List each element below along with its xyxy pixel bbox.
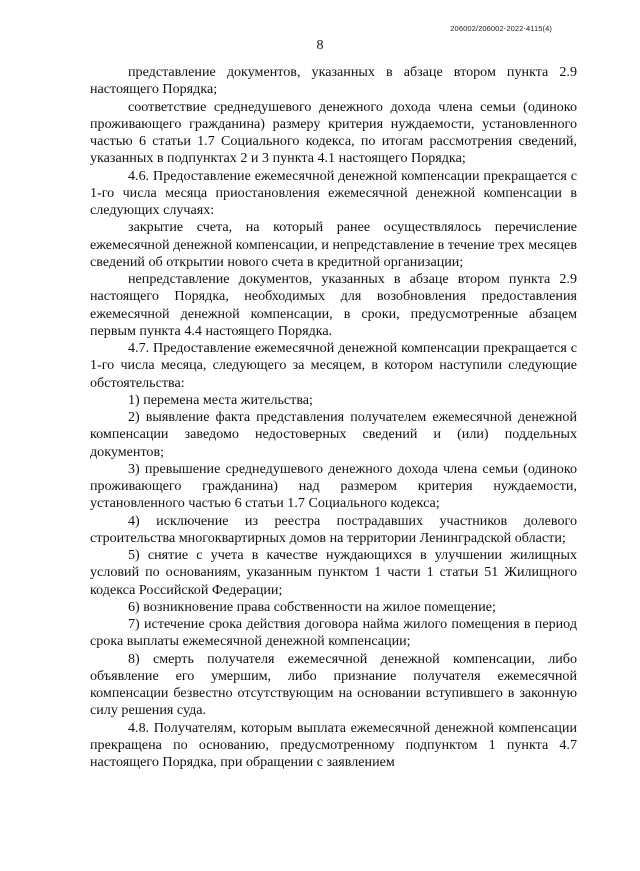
- page-number: 8: [316, 38, 324, 53]
- paragraph-4-8: 4.8. Получателям, которым выплата ежемесячной денежной компенсации прекращена по основанию, предусмотренному подпунктом 1 пункта 4.7 настоящего Порядка, при обращении с заявлением: [90, 719, 577, 770]
- document-id: 206002/206002-2022-4115(4): [450, 24, 552, 33]
- document-body: [90, 64, 577, 771]
- list-item-4: 4) исключение из реестра пострадавших участников долевого строительства многоквартирных домов на территории Ленинградской области;: [90, 512, 577, 546]
- paragraph-income-compliance: соответствие среднедушевого денежного дохода члена семьи (одиноко проживающего гражданина) размеру критерия нуждаемости, установленного частью 6 статьи 1.7 Социального кодекса, по итогам рассмотрения сведений, указанных в подпунктах 2 и 3 пункта 4.1 настоящего Порядка;: [90, 98, 577, 167]
- list-item-7: 7) истечение срока действия договора найма жилого помещения в период срока выплаты ежемесячной денежной компенсации;: [90, 616, 577, 650]
- list-item-2: 2) выявление факта представления получателем ежемесячной денежной компенсации заведомо недостоверных сведений и (или) поддельных документов;: [90, 409, 577, 460]
- paragraph-account-closure: закрытие счета, на который ранее осуществлялось перечисление ежемесячной денежной компенсации, и непредставление в течение трех месяцев сведений об открытии нового счета в кредитной организации;: [90, 219, 577, 270]
- list-item-1: 1) перемена места жительства;: [128, 391, 313, 408]
- paragraph-documents-not-presented: непредставление документов, указанных в абзаце втором пункта 2.9 настоящего Порядка, необходимых для возобновления предоставления ежемесячной денежной компенсации, в сроки, предусмотренные абзацем первым пункта 4.4 настоящего Порядка.: [90, 271, 577, 339]
- paragraph-4-7-heading: 4.7. Предоставление ежемесячной денежной компенсации прекращается с 1-го числа месяца, следующего за месяцем, в котором наступили следующие обстоятельства:: [90, 340, 577, 391]
- list-item-6: 6) возникновение права собственности на жилое помещение;: [128, 598, 496, 615]
- list-item-8: 8) смерть получателя ежемесячной денежной компенсации, либо объявление его умершим, либо признание получателя ежемесячной компенсации безвестно отсутствующим на основании вступившего в законную силу решения суда.: [90, 650, 577, 719]
- list-item-3: 3) превышение среднедушевого денежного дохода члена семьи (одиноко проживающего гражданина) над размером критерия нуждаемости, установленного частью 6 статьи 1.7 Социального кодекса;: [90, 460, 577, 512]
- paragraph-documents-presentation: представление документов, указанных в абзаце втором пункта 2.9 настоящего Порядка;: [90, 64, 577, 98]
- paragraph-4-6-heading: 4.6. Предоставление ежемесячной денежной компенсации прекращается с 1-го числа месяца приостановления ежемесячной денежной компенсации в следующих случаях:: [90, 167, 577, 218]
- list-item-5: 5) снятие с учета в качестве нуждающихся в улучшении жилищных условий по основаниям, указанным пунктом 1 части 1 статьи 51 Жилищного кодекса Российской Федерации;: [90, 547, 577, 598]
